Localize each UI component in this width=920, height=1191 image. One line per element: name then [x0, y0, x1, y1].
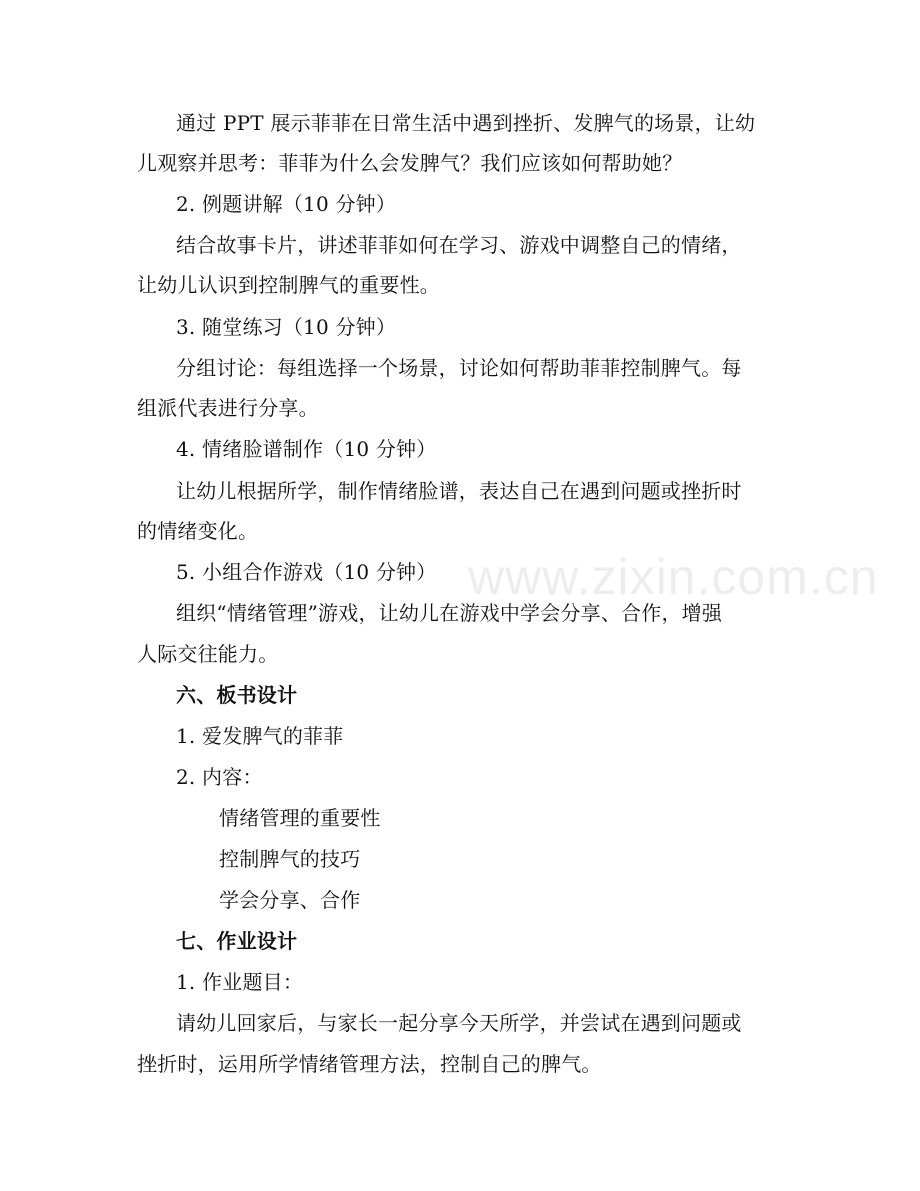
paragraph-line-3: 结合故事卡片，讲述菲菲如何在学习、游戏中调整自己的情绪，: [176, 233, 742, 257]
paragraph-line-1: 通过 PPT 展示菲菲在日常生活中遇到挫折、发脾气的场景，让幼: [176, 111, 756, 135]
section-heading-homework: 七、作业设计: [176, 929, 298, 953]
board-item-2: 2. 内容：: [176, 765, 263, 789]
paragraph-line-6: 组派代表进行分享。: [137, 396, 319, 420]
paragraph-line-8: 的情绪变化。: [137, 519, 259, 543]
paragraph-line-7: 让幼儿根据所学，制作情绪脸谱，表达自己在遇到问题或挫折时: [176, 479, 742, 503]
paragraph-line-12: 挫折时，运用所学情绪管理方法，控制自己的脾气。: [137, 1052, 602, 1076]
paragraph-line-2: 儿观察并思考：菲菲为什么会发脾气？我们应该如何帮助她？: [137, 151, 683, 175]
board-subitem-2: 控制脾气的技巧: [219, 847, 361, 871]
board-subitem-3: 学会分享、合作: [219, 888, 361, 912]
list-item-2-heading: 2. 例题讲解（10 分钟）: [176, 192, 397, 216]
homework-item-1: 1. 作业题目：: [176, 970, 304, 994]
board-item-1: 1. 爱发脾气的菲菲: [176, 724, 344, 748]
watermark: www.zixin.com.cn: [468, 549, 879, 605]
paragraph-line-5: 分组讨论：每组选择一个场景，讨论如何帮助菲菲控制脾气。每: [176, 356, 742, 380]
paragraph-line-11: 请幼儿回家后，与家长一起分享今天所学，并尝试在遇到问题或: [176, 1011, 742, 1035]
list-item-3-heading: 3. 随堂练习（10 分钟）: [176, 315, 397, 339]
paragraph-line-10: 人际交往能力。: [137, 642, 279, 666]
section-heading-board-design: 六、板书设计: [176, 683, 298, 707]
paragraph-line-9: 组织“情绪管理”游戏，让幼儿在游戏中学会分享、合作，增强: [176, 601, 723, 625]
list-item-5-heading: 5. 小组合作游戏（10 分钟）: [176, 560, 437, 584]
paragraph-line-4: 让幼儿认识到控制脾气的重要性。: [137, 273, 440, 297]
list-item-4-heading: 4. 情绪脸谱制作（10 分钟）: [176, 437, 437, 461]
board-subitem-1: 情绪管理的重要性: [219, 806, 381, 830]
